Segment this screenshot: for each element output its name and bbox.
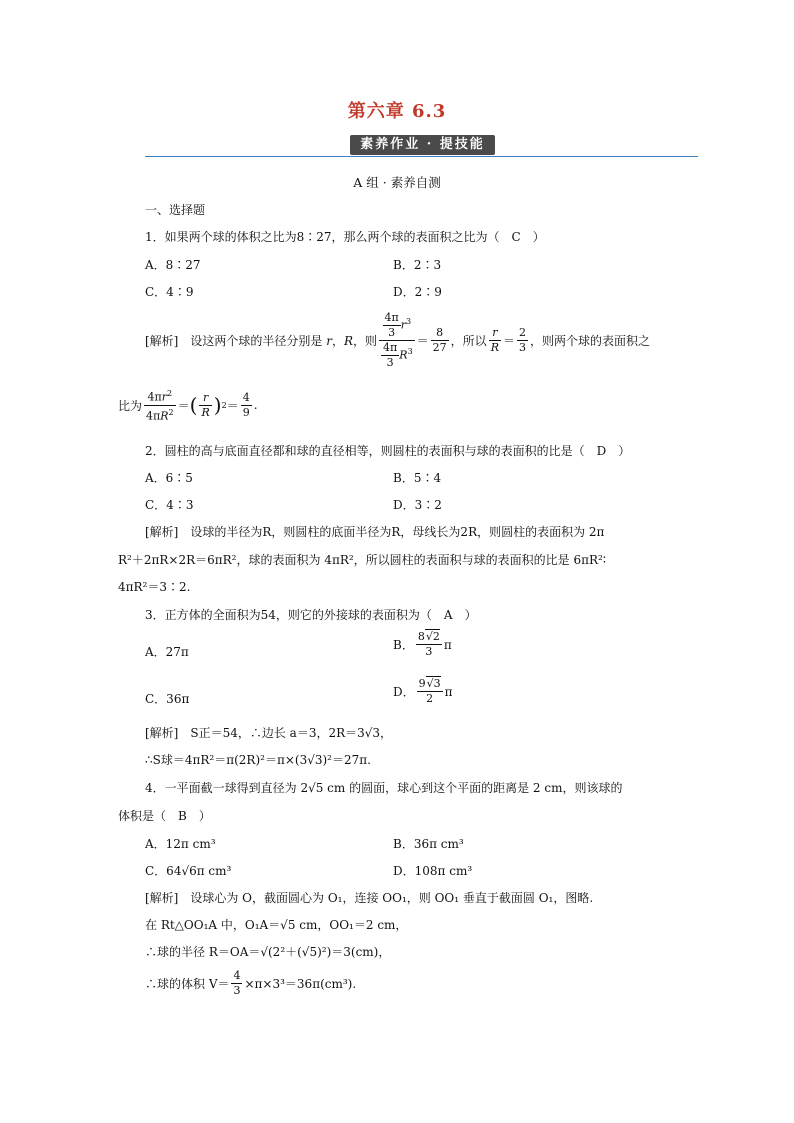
q3-option-d-fraction: $\frac{9√3}{2}$ <box>418 677 441 705</box>
q4-four-thirds: $\frac{4}{3}$ <box>233 968 241 997</box>
q4-solution-line1: [解析] 设球心为 O，截面圆心为 O₁，连接 OO₁，则 OO₁ 垂直于截面圆 O₁，图略. <box>145 891 594 905</box>
banner-text: 素养作业 · 提技能 <box>360 137 485 152</box>
q1-sol-mid: ，则 <box>353 333 378 348</box>
q1-radii: r，R <box>326 333 354 348</box>
q4-sol4-prefix: ∴球的体积 V＝ <box>145 976 230 991</box>
group-title: A 组 · 素养自测 <box>353 175 441 190</box>
q1-ratio-4-9: $\frac{4}{9}$ <box>242 390 250 419</box>
q3-stem: 3．正方体的全面积为54，则它的外接球的表面积为（ A ） <box>145 608 477 622</box>
q2-stem: 2．圆柱的高与底面直径都和球的直径相等，则圆柱的表面积与球的表面积的比是（ D ） <box>145 444 631 458</box>
q4-stem-line2: 体积是（ B ） <box>118 809 211 823</box>
q1-ratio-2-3: $\frac{2}{3}$ <box>519 325 526 354</box>
q2-option-d: D．3∶2 <box>393 498 442 512</box>
q3-option-b-fraction: $\frac{8√2}{3}$ <box>417 630 440 658</box>
q2-option-b: B．5∶4 <box>393 471 442 485</box>
q2-option-c: C．4∶3 <box>145 498 194 512</box>
q1-volume-ratio-fraction: $\frac{4\pi}{3}$ $r^3$ $\frac{4\pi}{3}$ $R^3$ <box>379 311 415 370</box>
q2-solution-line3: 4πR²＝3∶2. <box>118 580 191 594</box>
q1-sol2-prefix: 比为 <box>118 398 143 413</box>
q2-solution-line2: R²＋2πR×2R＝6πR²，球的表面积为 4πR²，所以圆柱的表面积与球的表面积的比是 6πR²∶ <box>118 553 606 567</box>
q1-option-d: D．2∶9 <box>393 285 442 299</box>
q1-option-a: A．8∶27 <box>145 258 201 272</box>
q1-stem: 1．如果两个球的体积之比为8∶27，那么两个球的表面积之比为（ C ） <box>145 230 545 244</box>
q1-radius-ratio: $\frac{r}{R}$ <box>490 325 499 354</box>
q1-sol-post: ，所以 <box>450 333 487 348</box>
chapter-title: 第六章 6.3 <box>347 101 447 122</box>
q3-option-b-label: B． <box>393 638 414 652</box>
q1-sol-prefix: [解析] 设这两个球的半径分别是 <box>145 333 323 348</box>
q1-ratio-8-27: $\frac{8}{27}$ <box>432 325 447 354</box>
q4-solution-line4 <box>145 966 356 1000</box>
q4-option-d: D．108π cm³ <box>393 864 473 878</box>
q1-r-over-R: $\frac{r}{R}$ <box>201 390 210 419</box>
q4-solution-line2: 在 Rt△OO₁A 中，O₁A＝√5 cm，OO₁＝2 cm， <box>145 918 408 932</box>
q4-option-a: A．12π cm³ <box>145 837 216 851</box>
q3-solution-line1: [解析] S正＝54，∴边长 a＝3，2R＝3√3， <box>145 726 393 740</box>
q1-solution-line1: [解析] 设这两个球的半径分别是 r，R ，则 $\frac{4\pi}{3}$ $r^3$ $\frac{4\pi}{3}$ $R^3$ ＝ $\frac{8}{27}$ ，所以 $\frac{r}{R}$ ＝ $\frac{2}{3}$ ，则两个球的表面积之 <box>145 310 651 369</box>
q2-option-a: A．6∶5 <box>145 471 193 485</box>
q4-sol4-post: ×π×3³＝36π(cm³). <box>244 976 357 991</box>
header-rule <box>145 156 698 157</box>
q4-stem-line1: 4．一平面截一球得到直径为 2√5 cm 的圆面，球心到这个平面的距离是 2 cm，则该球的 <box>145 781 623 795</box>
q3-option-c: C．36π <box>145 692 190 706</box>
q3-option-b: B． $\frac{8√2}{3}$ π <box>393 630 452 658</box>
q2-solution-line1: [解析] 设球的半径为R，则圆柱的底面半径为R，母线长为2R，则圆柱的表面积为 2π <box>145 525 605 539</box>
q1-sol-end: ，则两个球的表面积之 <box>530 333 651 348</box>
q3-option-d: D． $\frac{9√3}{2}$ π <box>393 677 453 705</box>
q3-option-d-label: D． <box>393 685 415 699</box>
q4-solution-line3: ∴球的半径 R＝OA＝√(2²＋(√5)²)＝3(cm)， <box>145 945 391 959</box>
q1-area-ratio-fraction: $\frac{4\pi r^2}{4\pi R^2}$ <box>146 388 174 423</box>
q1-solution-line2: 比为 $\frac{4\pi r^2}{4\pi R^2}$ ＝ ( $\frac{r}{R}$ ) 2 ＝ $\frac{4}{9}$ . <box>118 388 258 423</box>
q1-option-c: C．4∶9 <box>145 285 194 299</box>
q4-option-b: B．36π cm³ <box>393 837 464 851</box>
q3-option-a: A．27π <box>145 645 189 659</box>
q1-option-b: B．2∶3 <box>393 258 442 272</box>
q4-option-c: C．64√6π cm³ <box>145 864 232 878</box>
section-banner <box>350 135 495 155</box>
section-heading: 一、选择题 <box>145 203 206 217</box>
q3-solution-line2: ∴S球＝4πR²＝π(2R)²＝π×(3√3)²＝27π. <box>145 753 371 767</box>
q1-sol2-post: . <box>253 398 258 412</box>
